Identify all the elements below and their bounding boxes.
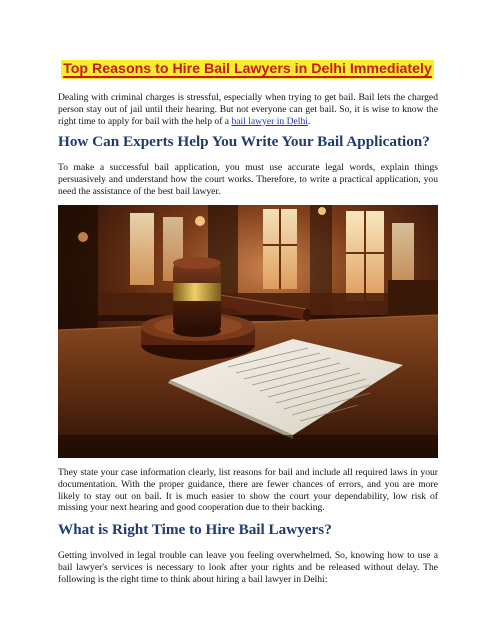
courtroom-gavel-illustration (58, 205, 438, 458)
section1-paragraph: To make a successful bail application, you must use accurate legal words, explain things persuasively and understand how the court works. Therefore, to write a practical application, you need the assistance of the best bail lawyer. (58, 162, 438, 197)
section1-after-image-paragraph: They state your case information clearly, list reasons for bail and include all required laws in your documentation. With the proper guidance, there are fewer chances of errors, and you are more likely to stay out on bail. It is much easier to show the court your dependability, low risk of missing your next hearing and good cooperation due to their backing. (58, 467, 438, 514)
document-title-text: Top Reasons to Hire Bail Lawyers in Delhi Immediately (63, 61, 432, 77)
intro-text-before-link: Dealing with criminal charges is stressful, especially when trying to get bail. Bail lets the charged person stay out of jail until their hearing. But not everyone can get bail. So, it is wise to know the right time to apply for bail with the help of a (58, 92, 438, 127)
courtroom-gavel-image (58, 205, 438, 458)
section2-paragraph: Getting involved in legal trouble can leave you feeling overwhelmed. So, knowing how to use a bail lawyer's services is necessary to look after your rights and be released without delay. The following is the right time to think about hiring a bail lawyer in Delhi: (58, 550, 438, 585)
intro-text-after-link: . (307, 115, 311, 127)
document-title (40, 60, 455, 78)
intro-paragraph (58, 92, 438, 127)
bail-lawyer-delhi-link[interactable]: bail lawyer in Delhi (231, 115, 308, 127)
section1-heading: How Can Experts Help You Write Your Bail Application? (58, 133, 430, 150)
section2-heading: What is Right Time to Hire Bail Lawyers? (58, 521, 332, 538)
